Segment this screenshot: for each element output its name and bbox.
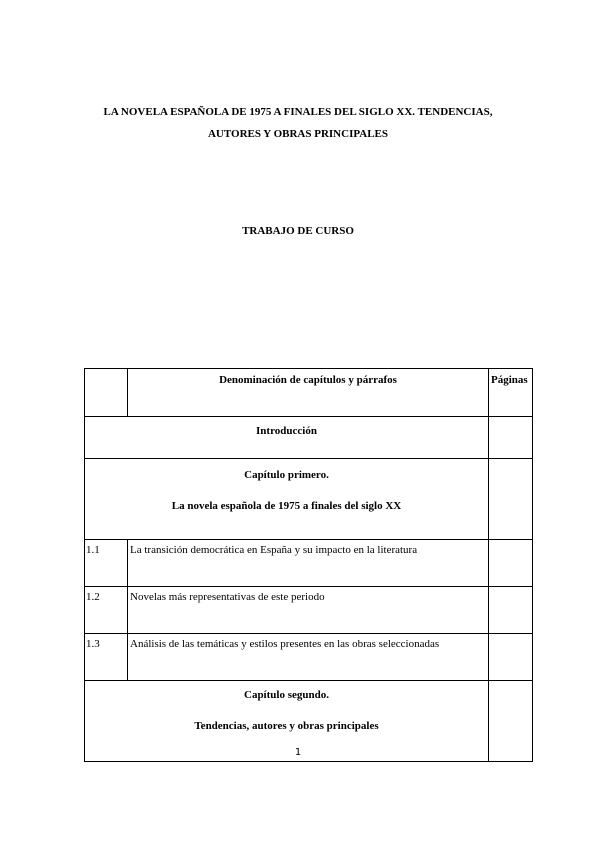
toc-chapter1-cell: [85, 459, 489, 540]
toc-header-row: [85, 369, 533, 417]
section-title: Análisis de las temáticas y estilos presentes en las obras seleccionadas: [128, 634, 489, 681]
toc-chapter1-row: [85, 459, 533, 540]
chapter1-label: Capítulo primero.: [244, 469, 329, 481]
toc-section-row: [85, 634, 533, 681]
title-line-2: AUTORES Y OBRAS PRINCIPALES: [207, 128, 388, 140]
toc-intro: Introducción: [85, 417, 489, 459]
title-line-1: LA NOVELA ESPAÑOLA DE 1975 A FINALES DEL SIGLO XX. TENDENCIAS,: [103, 106, 493, 118]
section-number: 1.2: [85, 587, 128, 634]
toc-section-row: [85, 540, 533, 587]
section-title: La transición democrática en España y su impacto en la literatura: [128, 540, 489, 587]
document-subtitle: TRABAJO DE CURSO: [242, 225, 354, 237]
table-of-contents: [84, 368, 533, 762]
section-number: 1.3: [85, 634, 128, 681]
toc-pages-cell: [489, 587, 533, 634]
chapter2-label: Capítulo segundo.: [244, 689, 329, 701]
toc-section-row: [85, 587, 533, 634]
chapter1-title: La novela española de 1975 a finales del siglo XX: [171, 500, 402, 512]
toc-pages-cell: [489, 417, 533, 459]
section-number: 1.1: [85, 540, 128, 587]
toc-intro-row: [85, 417, 533, 459]
section-title: Novelas más representativas de este periodo: [128, 587, 489, 634]
page-number: 1: [294, 747, 302, 758]
chapter2-title: Tendencias, autores y obras principales: [194, 720, 379, 732]
toc-pages-cell: [489, 459, 533, 540]
toc-pages-cell: [489, 634, 533, 681]
toc-header-num-cell: [85, 369, 128, 417]
document-title: [80, 101, 516, 145]
toc-pages-cell: [489, 540, 533, 587]
toc-header-pages: Páginas: [489, 369, 533, 417]
toc-header-denomination: Denominación de capítulos y párrafos: [128, 369, 489, 417]
